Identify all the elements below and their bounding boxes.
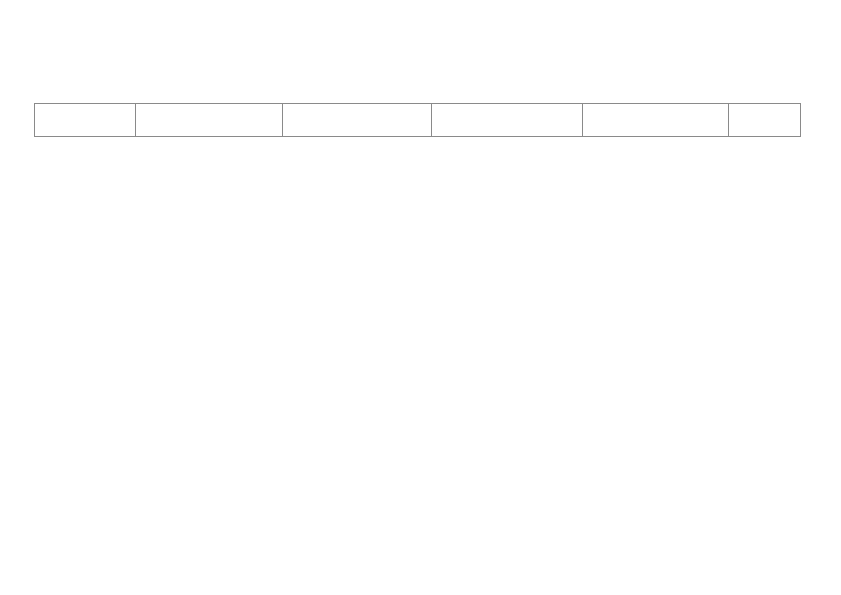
header-corner-cell — [35, 104, 136, 137]
glasses-left-icon — [743, 421, 753, 431]
day-header-thursday — [583, 104, 729, 137]
day-header-monday — [136, 104, 283, 137]
clever-essen-logo — [718, 378, 808, 458]
menu-table — [34, 103, 801, 137]
day-header-wednesday — [432, 104, 583, 137]
logo-graphic — [718, 378, 808, 436]
table-header-row — [35, 104, 801, 137]
glasses-right-icon — [761, 421, 771, 431]
day-header-tuesday — [283, 104, 432, 137]
day-header-friday — [729, 104, 801, 137]
